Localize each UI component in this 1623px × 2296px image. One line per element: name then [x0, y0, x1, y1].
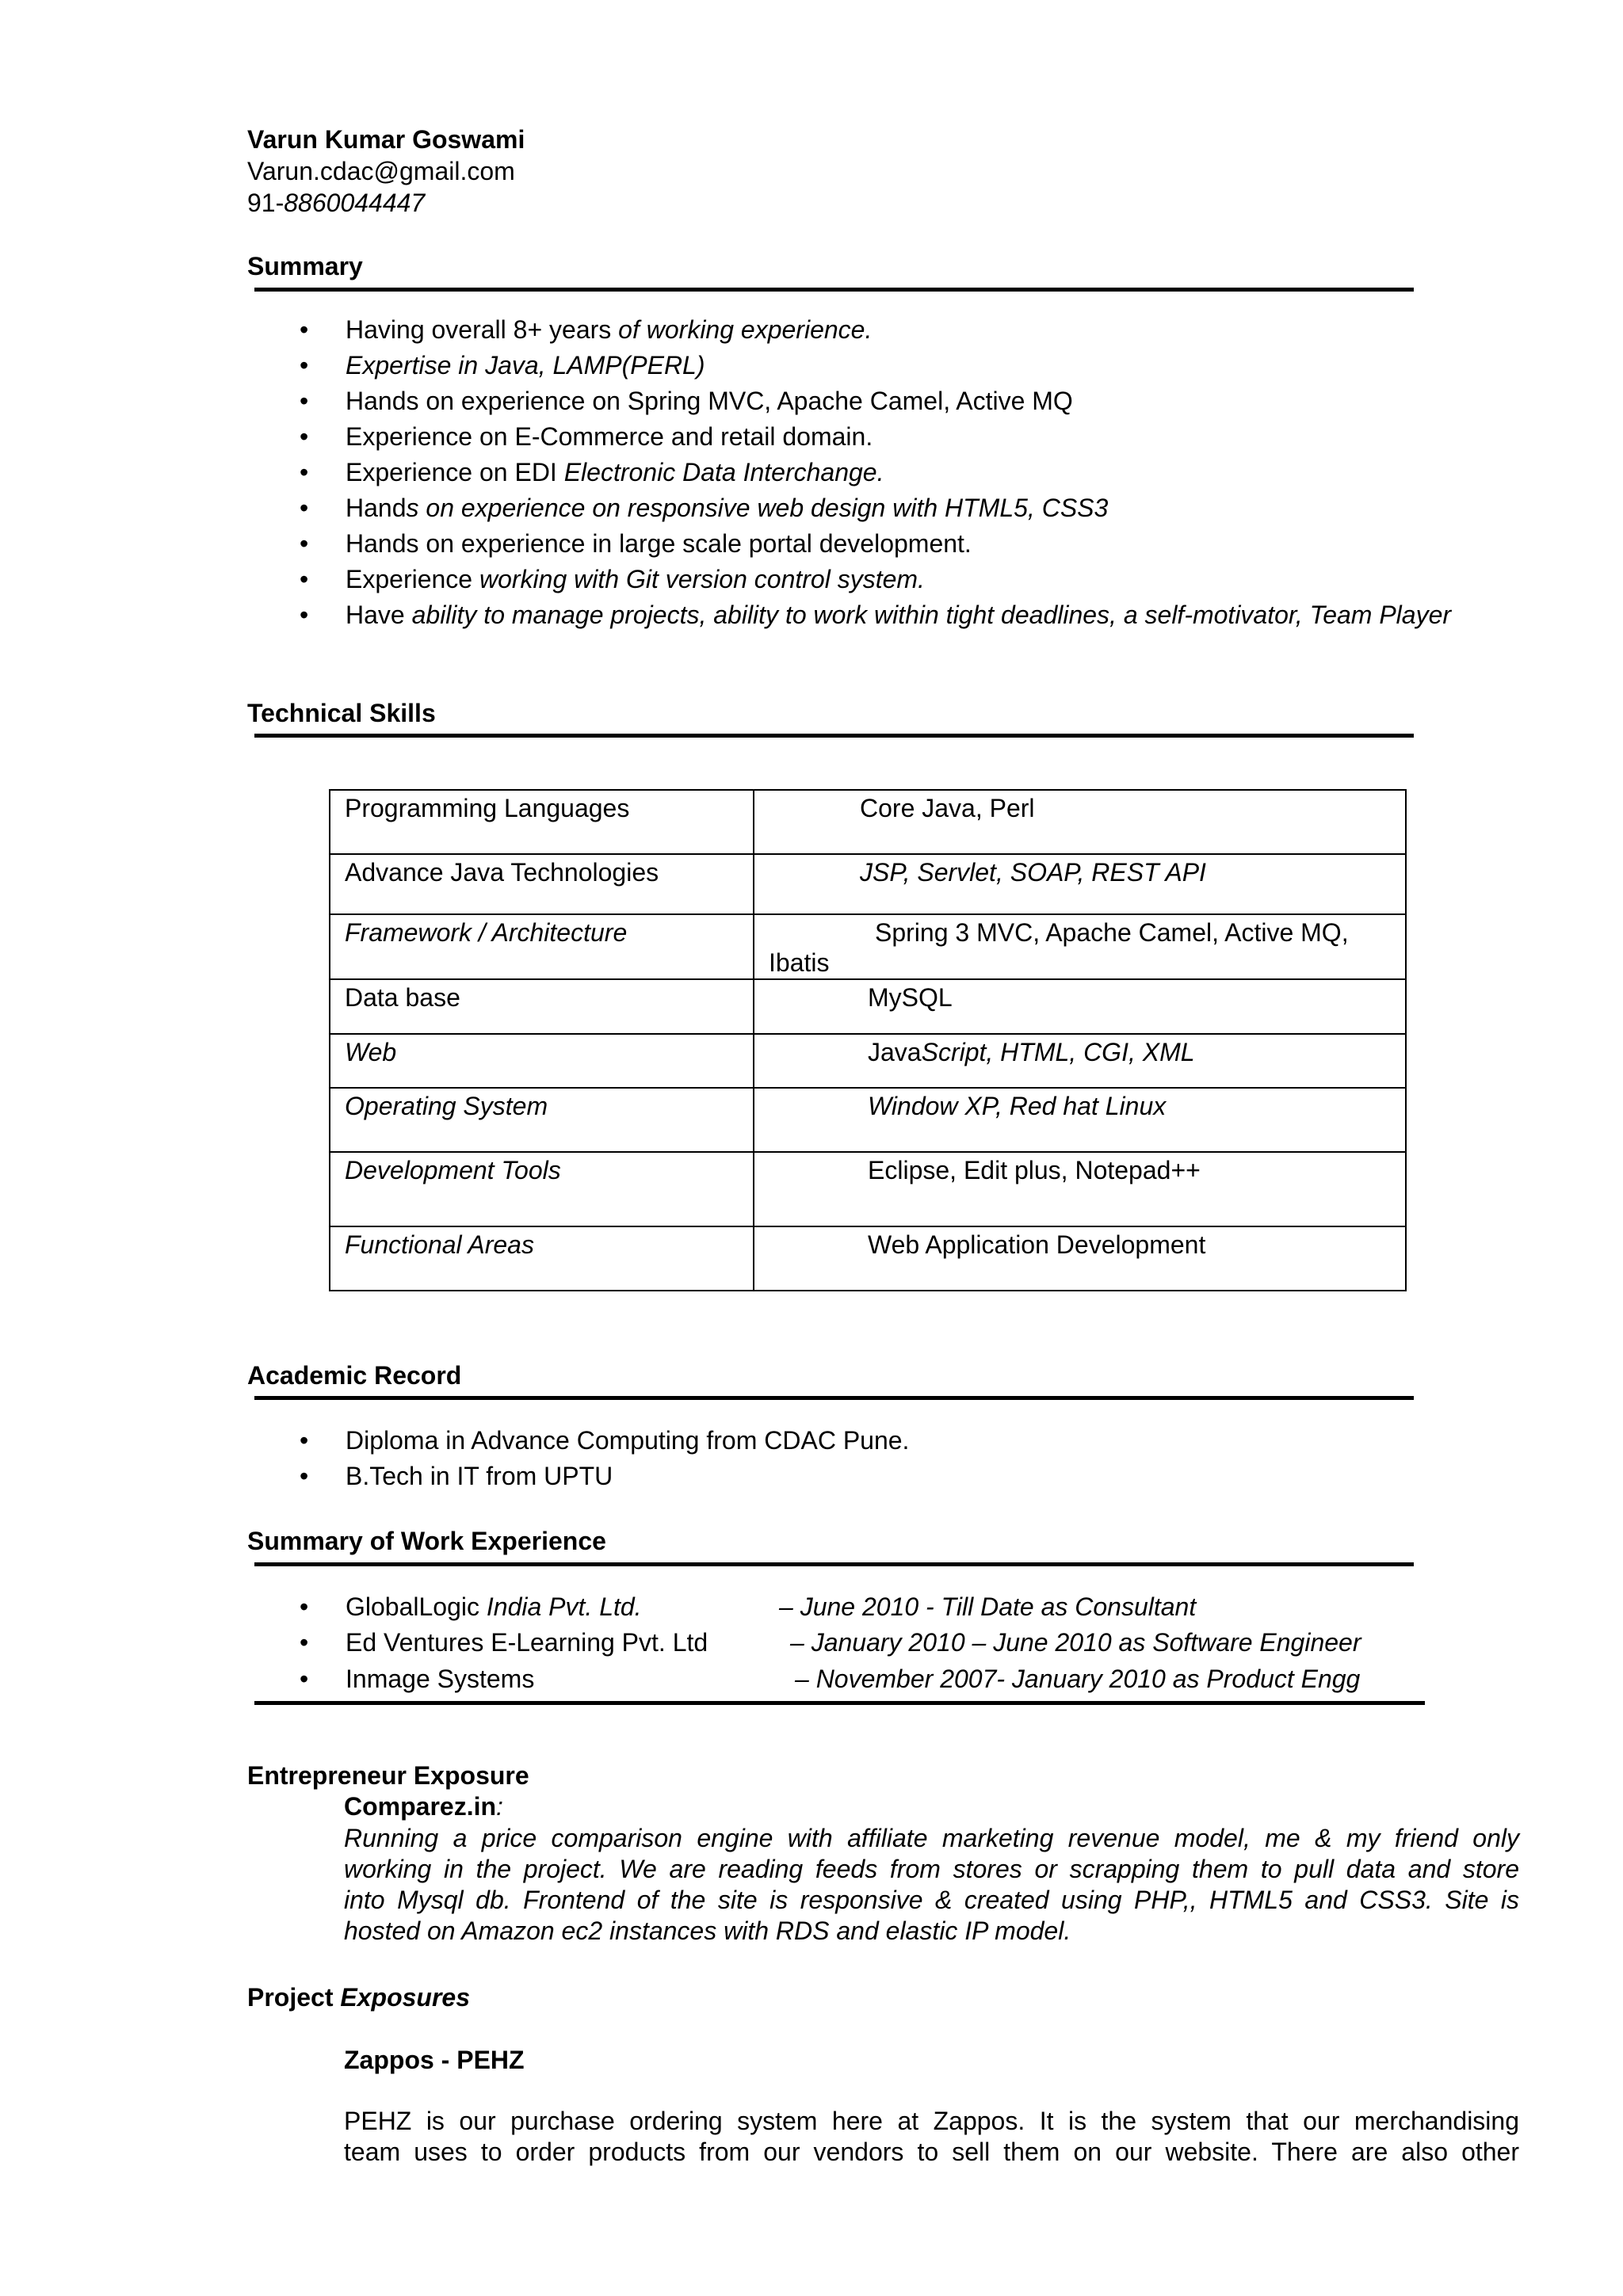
- work-period: – January 2010 – June 2010 as Software Engineer: [790, 1628, 1361, 1657]
- skills-rule: [254, 734, 1414, 738]
- projects-heading: Project Exposures: [247, 1983, 470, 2012]
- table-row: [330, 1088, 1406, 1152]
- skill-category: Development Tools: [330, 1152, 754, 1226]
- bullet-icon: •: [300, 422, 309, 451]
- skill-value: MySQL: [754, 979, 1406, 1034]
- bullet-icon: •: [300, 529, 309, 558]
- work-period: – June 2010 - Till Date as Consultant: [779, 1592, 1197, 1621]
- summary-rule: [254, 288, 1414, 292]
- skill-category: Advance Java Technologies: [330, 854, 754, 914]
- summary-item: • Having overall 8+ years of working experience.: [300, 315, 873, 344]
- skill-value: JavaScript, HTML, CGI, XML: [754, 1034, 1406, 1088]
- table-row: [330, 790, 1406, 854]
- bullet-icon: •: [300, 1628, 309, 1657]
- bullet-icon: •: [300, 458, 309, 486]
- academic-item: • B.Tech in IT from UPTU: [300, 1462, 613, 1490]
- summary-item: • Have ability to manage projects, ability to work within tight deadlines, a self-motivator, Team Player: [300, 601, 1452, 629]
- summary-heading: Summary: [247, 252, 363, 280]
- skill-category: Operating System: [330, 1088, 754, 1152]
- phone-prefix: 91-: [247, 189, 285, 217]
- project-description: PEHZ is our purchase ordering system here at Zappos. It is the system that our merchandising team uses to order products from our vendors to sell them on our website. There are also other: [344, 2107, 1519, 2166]
- academic-item: • Diploma in Advance Computing from CDAC Pune.: [300, 1426, 910, 1455]
- summary-item: • Hands on experience in large scale portal development.: [300, 529, 972, 558]
- summary-item: • Experience working with Git version control system.: [300, 565, 925, 593]
- venture-description: Running a price comparison engine with affiliate marketing revenue model, me & my friend only working in the project. We are reading feeds from stores or scrapping them to pull data and store into Mysql db. Frontend of the site is responsive & created using PHP,, HTML5 and CSS3. Site is hosted on Amazon ec2 instances with RDS and elastic IP model.: [344, 1824, 1519, 1945]
- candidate-email: [247, 155, 515, 187]
- skill-category: Programming Languages: [330, 790, 754, 854]
- work-end-rule: [254, 1701, 1425, 1705]
- bullet-icon: •: [300, 351, 309, 379]
- academic-rule: [254, 1396, 1414, 1400]
- work-period: – November 2007- January 2010 as Product Engg: [795, 1665, 1361, 1693]
- work-company: GlobalLogic India Pvt. Ltd.: [346, 1592, 642, 1621]
- work-rule: [254, 1562, 1414, 1566]
- skill-value: Window XP, Red hat Linux: [754, 1088, 1406, 1152]
- academic-list: [293, 1425, 1529, 1496]
- summary-list: [293, 314, 1529, 631]
- skill-value: Spring 3 MVC, Apache Camel, Active MQ, Ibatis: [754, 914, 1406, 979]
- venture-name: Comparez.in:: [344, 1792, 503, 1821]
- summary-item: • Experience on E-Commerce and retail domain.: [300, 422, 873, 451]
- table-row: [330, 1152, 1406, 1226]
- skill-value: Eclipse, Edit plus, Notepad++: [754, 1152, 1406, 1226]
- table-row: [330, 854, 1406, 914]
- work-company: Inmage Systems: [346, 1665, 535, 1693]
- entrepreneur-heading: Entrepreneur Exposure: [247, 1761, 529, 1790]
- email-user: Varun.cdac@gmail.com: [247, 157, 515, 185]
- skill-value: JSP, Servlet, SOAP, REST API: [754, 854, 1406, 914]
- summary-item: • Hands on experience on Spring MVC, Apache Camel, Active MQ: [300, 387, 1073, 415]
- skill-value: Web Application Development: [754, 1226, 1406, 1291]
- skill-category: Functional Areas: [330, 1226, 754, 1291]
- candidate-phone: [247, 187, 425, 219]
- bullet-icon: •: [300, 1665, 309, 1693]
- bullet-icon: •: [300, 1462, 309, 1490]
- summary-item: • Expertise in Java, LAMP(PERL): [300, 351, 705, 379]
- academic-heading: Academic Record: [247, 1361, 462, 1390]
- bullet-icon: •: [300, 601, 309, 629]
- work-heading: Summary of Work Experience: [247, 1527, 606, 1555]
- project-name: Zappos - PEHZ: [344, 2046, 525, 2074]
- skill-value: Core Java, Perl: [754, 790, 1406, 854]
- table-row: [330, 979, 1406, 1034]
- bullet-icon: •: [300, 1426, 309, 1455]
- bullet-icon: •: [300, 315, 309, 344]
- table-row: [330, 914, 1406, 979]
- bullet-icon: •: [300, 494, 309, 522]
- skill-category: Framework / Architecture: [330, 914, 754, 979]
- bullet-icon: •: [300, 387, 309, 415]
- summary-item: • Experience on EDI Electronic Data Interchange.: [300, 458, 884, 486]
- candidate-name: Varun Kumar Goswami: [247, 125, 525, 154]
- skill-category: Web: [330, 1034, 754, 1088]
- work-company: Ed Ventures E-Learning Pvt. Ltd: [346, 1628, 708, 1657]
- skills-heading: Technical Skills: [247, 699, 436, 727]
- bullet-icon: •: [300, 1592, 309, 1621]
- skills-table: [329, 789, 1407, 1291]
- phone-number: 8860044447: [284, 189, 426, 217]
- table-row: [330, 1226, 1406, 1291]
- skill-category: Data base: [330, 979, 754, 1034]
- summary-item: • Hands on experience on responsive web design with HTML5, CSS3: [300, 494, 1109, 522]
- bullet-icon: •: [300, 565, 309, 593]
- table-row: [330, 1034, 1406, 1088]
